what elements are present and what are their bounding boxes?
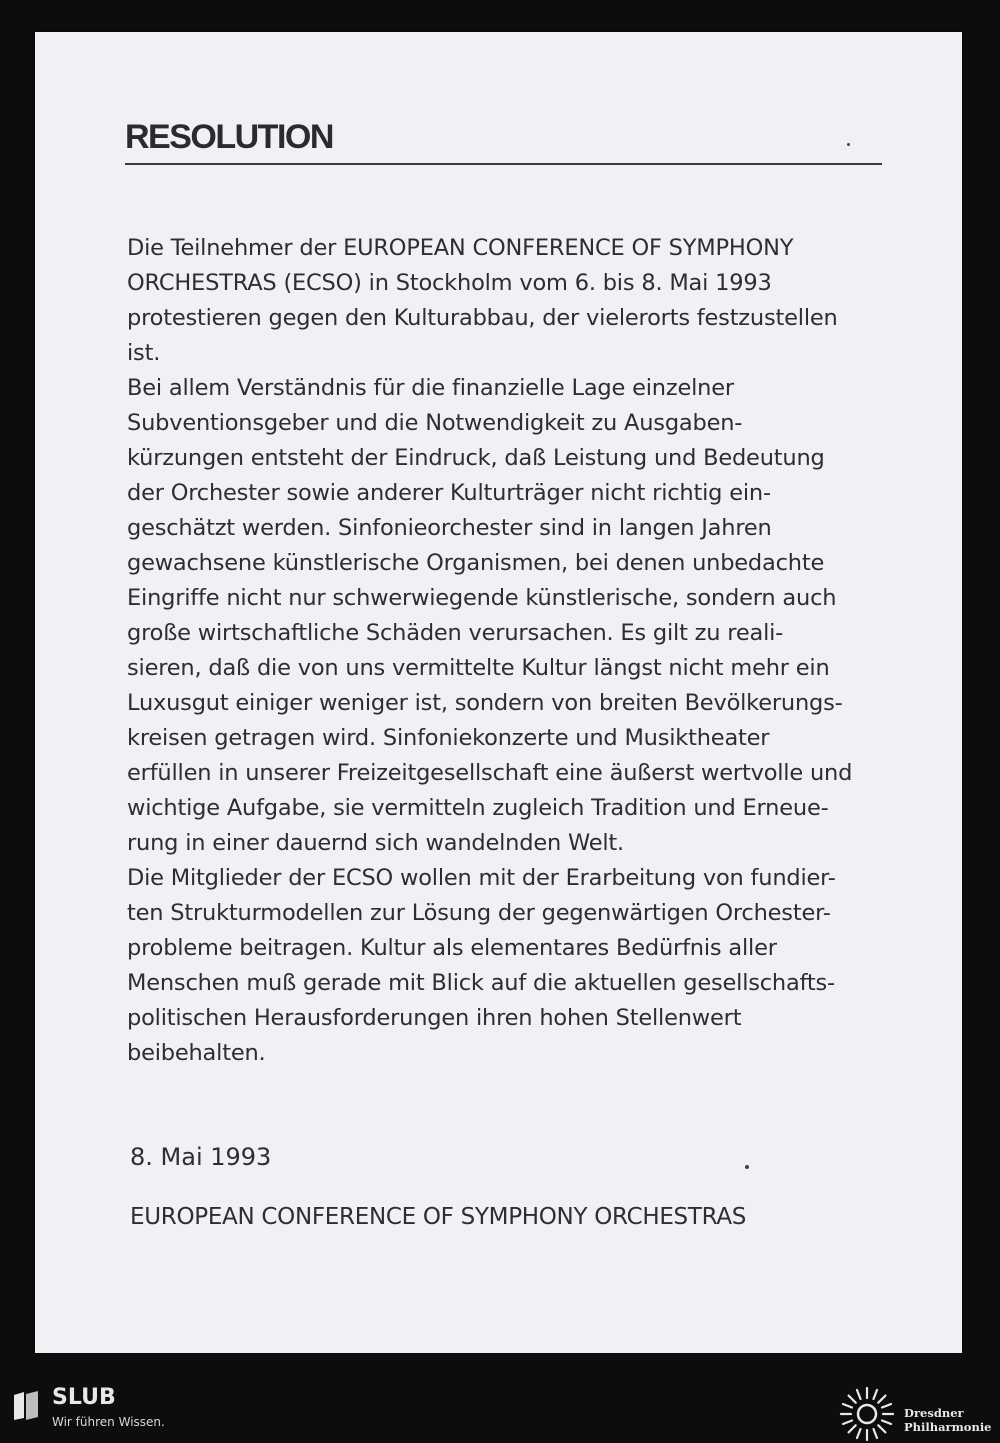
philharmonie-line2: Philharmonie (904, 1420, 992, 1434)
body-line: kreisen getragen wird. Sinfoniekonzerte und Musiktheater (127, 725, 770, 751)
slub-book-icon (12, 1391, 40, 1421)
body-line: große wirtschaftliche Schäden verursachen. Es gilt zu reali- (127, 620, 784, 646)
body-line: geschätzt werden. Sinfonieorchester sind in langen Jahren (127, 515, 772, 541)
body-line: wichtige Aufgabe, sie vermitteln zugleich Tradition und Erneue- (127, 795, 829, 821)
body-line: Luxusgut einiger weniger ist, sondern von breiten Bevölkerungs- (127, 690, 843, 716)
philharmonie-line1: Dresdner (904, 1406, 964, 1420)
body-line: politischen Herausforderungen ihren hohen Stellenwert (127, 1005, 742, 1031)
ink-speck (847, 143, 850, 146)
body-line: probleme beitragen. Kultur als elementares Bedürfnis aller (127, 935, 777, 961)
body-line: Eingriffe nicht nur schwerwiegende künstlerische, sondern auch (127, 585, 837, 611)
resolution-body (127, 231, 907, 1071)
body-line: gewachsene künstlerische Organismen, bei denen unbedachte (127, 550, 825, 576)
philharmonie-logo-text (904, 1406, 992, 1434)
body-line: beibehalten. (127, 1040, 266, 1066)
ink-speck (745, 1165, 749, 1169)
slub-logo-tagline: Wir führen Wissen. (52, 1415, 165, 1429)
title-underline (125, 163, 882, 165)
body-line: Die Mitglieder der ECSO wollen mit der Erarbeitung von fundier- (127, 865, 836, 891)
body-line: rung in einer dauernd sich wandelnden Welt. (127, 830, 624, 856)
philharmonie-sunburst-icon (838, 1385, 896, 1443)
signature-organization: EUROPEAN CONFERENCE OF SYMPHONY ORCHESTRAS (130, 1204, 747, 1230)
body-line: Die Teilnehmer der EUROPEAN CONFERENCE OF SYMPHONY (127, 235, 794, 261)
slub-logo-name: SLUB (52, 1385, 116, 1410)
body-line: Bei allem Verständnis für die finanzielle Lage einzelner (127, 375, 734, 401)
body-line: erfüllen in unserer Freizeitgesellschaft eine äußerst wertvolle und (127, 760, 853, 786)
body-line: sieren, daß die von uns vermittelte Kultur längst nicht mehr ein (127, 655, 830, 681)
body-line: kürzungen entsteht der Eindruck, daß Leistung und Bedeutung (127, 445, 825, 471)
document-page (35, 32, 962, 1353)
body-line: der Orchester sowie anderer Kulturträger nicht richtig ein- (127, 480, 771, 506)
body-line: Subventionsgeber und die Notwendigkeit zu Ausgaben- (127, 410, 743, 436)
body-line: Menschen muß gerade mit Blick auf die aktuellen gesellschafts- (127, 970, 835, 996)
footer-bar (0, 1353, 1000, 1442)
body-line: ist. (127, 340, 161, 366)
body-line: ORCHESTRAS (ECSO) in Stockholm vom 6. bis 8. Mai 1993 (127, 270, 772, 296)
document-title: RESOLUTION (125, 118, 333, 156)
resolution-date: 8. Mai 1993 (130, 1143, 272, 1171)
body-line: ten Strukturmodellen zur Lösung der gegenwärtigen Orchester- (127, 900, 831, 926)
body-line: protestieren gegen den Kulturabbau, der vielerorts festzustellen (127, 305, 838, 331)
